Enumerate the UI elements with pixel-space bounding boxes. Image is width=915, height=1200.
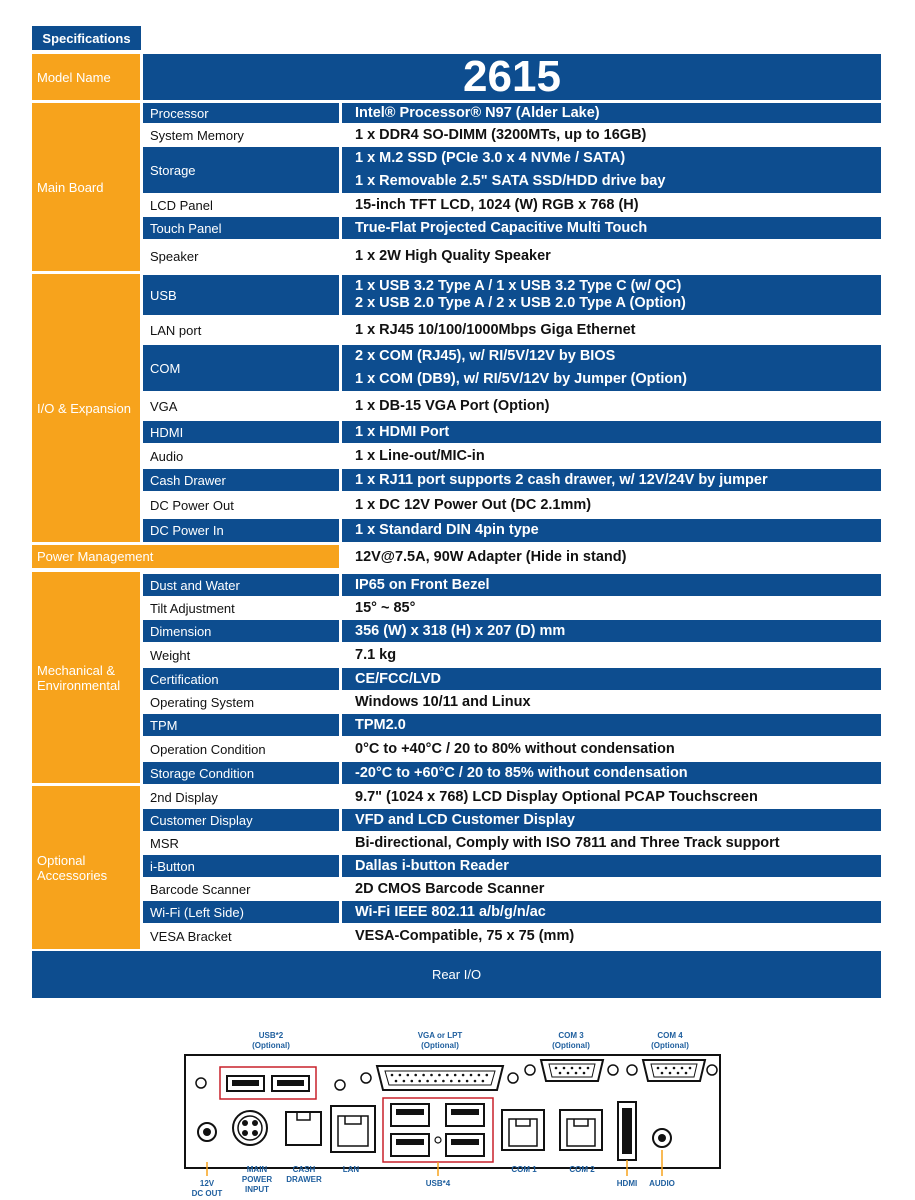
label-usb2: USB*2 (258, 1031, 284, 1040)
spec-row (143, 762, 881, 784)
spec-row (143, 901, 881, 923)
spec-value (342, 519, 881, 542)
connector-pin (575, 1072, 578, 1075)
spec-label: LCD Panel (143, 194, 339, 216)
spec-value-line: 2 x USB 2.0 Type A / 2 x USB 2.0 Type A (Option) (355, 295, 686, 311)
connector-pin (430, 1074, 433, 1077)
din-pin-1 (242, 1120, 248, 1126)
spec-value-line: Wi-Fi IEEE 802.11 a/b/g/n/ac (355, 903, 546, 920)
spec-label: TPM (143, 714, 339, 736)
spec-value (342, 668, 881, 690)
connector-pin (587, 1067, 590, 1070)
rear-io-diagram (0, 1000, 915, 1200)
spec-value-line: Windows 10/11 and Linux (355, 693, 531, 710)
spec-row (143, 620, 881, 642)
category-main-board: Main Board (32, 103, 140, 271)
category-optional-line2: Accessories (37, 867, 108, 883)
spec-value-line: -20°C to +60°C / 20 to 85% without condensation (355, 764, 688, 781)
spec-row (143, 275, 881, 315)
usb4-port-3-tongue (396, 1139, 424, 1145)
spec-row (143, 668, 881, 690)
connector-pin (661, 1072, 664, 1075)
spec-row (143, 421, 881, 443)
label-com3-sub: (Optional) (552, 1041, 590, 1050)
label-main-power-2: POWER (241, 1175, 273, 1184)
connector-pin (673, 1067, 676, 1070)
connector-pin (665, 1067, 668, 1070)
connector-pin (482, 1080, 485, 1083)
connector-pin (454, 1074, 457, 1077)
spec-value-line: VESA-Compatible, 75 x 75 (mm) (355, 927, 575, 944)
power-management-label: Power Management (32, 545, 339, 568)
connector-pin (418, 1080, 421, 1083)
spec-label: Certification (143, 668, 339, 690)
spec-value (342, 901, 881, 923)
spec-value-line: Dallas i-button Reader (355, 857, 509, 874)
spec-value-line: CE/FCC/LVD (355, 670, 441, 687)
spec-value-line: TPM2.0 (355, 716, 406, 733)
label-dc-out-2: DC OUT (191, 1189, 223, 1198)
spec-label: VESA Bracket (143, 924, 339, 948)
spec-value-line: 1 x RJ11 port supports 2 cash drawer, w/ 12V/24V by jumper (355, 471, 768, 488)
spec-value (342, 762, 881, 784)
label-lan: LAN (342, 1165, 360, 1174)
connector-pin (458, 1080, 461, 1083)
spec-row (143, 574, 881, 596)
spec-value-line: 1 x M.2 SSD (PCIe 3.0 x 4 NVMe / SATA) (355, 150, 626, 166)
spec-row (143, 691, 881, 713)
spec-row (143, 194, 881, 216)
spec-value-line: 1 x Standard DIN 4pin type (355, 522, 539, 538)
spec-value-line: IP65 on Front Bezel (355, 576, 490, 593)
spec-label: Storage (143, 147, 339, 193)
connector-pin (446, 1074, 449, 1077)
category-mechanical-line1: Mechanical & (37, 662, 116, 678)
hdmi-port-inner (622, 1108, 632, 1154)
spec-value (342, 421, 881, 443)
spec-label: DC Power Out (143, 492, 339, 518)
spec-row (143, 444, 881, 468)
dc-out-pin (203, 1128, 211, 1136)
spec-value-line: 1 x COM (DB9), w/ RI/5V/12V by Jumper (Option) (355, 371, 687, 387)
connector-pin (559, 1072, 562, 1075)
spec-row (143, 492, 881, 518)
spec-label: Weight (143, 643, 339, 667)
label-vga-sub: (Optional) (421, 1041, 459, 1050)
spec-label: USB (143, 275, 339, 315)
connector-pin (669, 1072, 672, 1075)
spec-label: Touch Panel (143, 217, 339, 239)
connector-pin (567, 1072, 570, 1075)
connector-pin (442, 1080, 445, 1083)
category-optional (32, 786, 140, 949)
din-pin-3 (242, 1130, 248, 1136)
spec-label: Processor (143, 103, 339, 123)
connector-pin (395, 1080, 398, 1083)
spec-row (143, 924, 881, 948)
spec-label: LAN port (143, 316, 339, 344)
connector-pin (685, 1072, 688, 1075)
connector-pin (414, 1074, 417, 1077)
spec-row (143, 392, 881, 420)
spec-label: Barcode Scanner (143, 878, 339, 900)
spec-row (143, 714, 881, 736)
label-usb4: USB*4 (425, 1179, 451, 1188)
usb4-port-4-tongue (451, 1139, 479, 1145)
spec-value (342, 832, 881, 854)
connector-pin (426, 1080, 429, 1083)
spec-value (342, 124, 881, 146)
spec-label: Cash Drawer (143, 469, 339, 491)
connector-pin (411, 1080, 414, 1083)
spec-label: Operating System (143, 691, 339, 713)
spec-label: 2nd Display (143, 786, 339, 808)
spec-label: Wi-Fi (Left Side) (143, 901, 339, 923)
spec-value-line: 15-inch TFT LCD, 1024 (W) RGB x 768 (H) (355, 196, 639, 213)
spec-value (342, 492, 881, 518)
spec-value (342, 469, 881, 491)
spec-row (143, 469, 881, 491)
spec-value-line: Intel® Processor® N97 (Alder Lake) (355, 104, 600, 121)
connector-pin (563, 1067, 566, 1070)
spec-row (143, 240, 881, 272)
spec-label: System Memory (143, 124, 339, 146)
spec-value (342, 316, 881, 344)
spec-value (342, 620, 881, 642)
spec-value (342, 103, 881, 123)
label-main-power-3: INPUT (245, 1185, 269, 1194)
label-vga: VGA or LPT (417, 1031, 463, 1040)
rear-io-title: Rear I/O (32, 951, 881, 998)
spec-label: Operation Condition (143, 737, 339, 761)
spec-label: Speaker (143, 240, 339, 272)
spec-value-line: 1 x RJ45 10/100/1000Mbps Giga Ethernet (355, 321, 636, 338)
spec-value-line: True-Flat Projected Capacitive Multi Touch (355, 219, 648, 236)
audio-jack-hole (658, 1134, 666, 1142)
spec-label: Dimension (143, 620, 339, 642)
spec-row (143, 124, 881, 146)
spec-label: COM (143, 345, 339, 391)
connector-pin (474, 1080, 477, 1083)
label-cash-2: DRAWER (286, 1175, 322, 1184)
spec-value (342, 345, 881, 391)
spec-value-line: 0°C to +40°C / 20 to 80% without condensation (355, 740, 675, 757)
category-mechanical-line2: Environmental (37, 677, 121, 693)
usb-port-2-tongue (277, 1080, 304, 1086)
connector-pin (689, 1067, 692, 1070)
power-management-value: 12V@7.5A, 90W Adapter (Hide in stand) (355, 548, 627, 565)
connector-pin (657, 1067, 660, 1070)
label-dc-out-1: 12V (199, 1179, 215, 1188)
spec-row (143, 786, 881, 808)
model-name-label: Model Name (32, 54, 140, 100)
connector-pin (583, 1072, 586, 1075)
spec-row (143, 878, 881, 900)
usb4-port-1-tongue (396, 1109, 424, 1115)
label-main-power-1: MAIN (246, 1165, 268, 1174)
spec-value-line: 2 x COM (RJ45), w/ RI/5V/12V by BIOS (355, 348, 616, 364)
connector-pin (438, 1074, 441, 1077)
connector-pin (434, 1080, 437, 1083)
spec-row (143, 809, 881, 831)
spec-row (143, 855, 881, 877)
category-mechanical (32, 572, 140, 783)
connector-pin (555, 1067, 558, 1070)
spec-value (342, 924, 881, 948)
spec-value-line: 1 x Removable 2.5" SATA SSD/HDD drive bay (355, 173, 666, 189)
spec-row (143, 643, 881, 667)
spec-value-line: 2D CMOS Barcode Scanner (355, 880, 545, 897)
category-optional-line1: Optional (37, 852, 86, 868)
spec-value (342, 217, 881, 239)
spec-value-line: VFD and LCD Customer Display (355, 811, 575, 828)
spec-label: Audio (143, 444, 339, 468)
spec-value (342, 691, 881, 713)
spec-value (342, 786, 881, 808)
spec-value (342, 643, 881, 667)
label-com4-sub: (Optional) (651, 1041, 689, 1050)
spec-value-line: Bi-directional, Comply with ISO 7811 and Three Track support (355, 834, 780, 851)
label-usb2-sub: (Optional) (252, 1041, 290, 1050)
spec-row (143, 597, 881, 619)
spec-label: DC Power In (143, 519, 339, 542)
spec-row (143, 832, 881, 854)
connector-pin (486, 1074, 489, 1077)
spec-value (342, 809, 881, 831)
label-hdmi: HDMI (616, 1179, 638, 1188)
label-com1: COM 1 (511, 1165, 537, 1174)
spec-value-line: 1 x DB-15 VGA Port (Option) (355, 397, 550, 414)
din-pin-2 (252, 1120, 258, 1126)
spec-label: HDMI (143, 421, 339, 443)
spec-value (342, 878, 881, 900)
connector-pin (466, 1080, 469, 1083)
spec-value (342, 714, 881, 736)
din-pin-4 (252, 1130, 258, 1136)
connector-pin (571, 1067, 574, 1070)
connector-pin (579, 1067, 582, 1070)
usb4-port-2-tongue (451, 1109, 479, 1115)
spec-row (143, 519, 881, 542)
spec-value (342, 597, 881, 619)
spec-value-line: 1 x HDMI Port (355, 423, 450, 440)
spec-row (143, 147, 881, 193)
connector-pin (470, 1074, 473, 1077)
spec-value-line: 356 (W) x 318 (H) x 207 (D) mm (355, 622, 566, 639)
category-io-expansion: I/O & Expansion (32, 274, 140, 542)
spec-value (342, 147, 881, 193)
spec-value-line: 1 x 2W High Quality Speaker (355, 247, 551, 264)
spec-value-line: 15° ~ 85° (355, 599, 416, 616)
connector-pin (403, 1080, 406, 1083)
spec-value-line: 1 x Line-out/MIC-in (355, 447, 485, 464)
label-audio: AUDIO (649, 1179, 675, 1188)
spec-value-line: 1 x DC 12V Power Out (DC 2.1mm) (355, 496, 592, 513)
spec-value-line: 7.1 kg (355, 646, 397, 663)
spec-value (342, 737, 881, 761)
spec-label: MSR (143, 832, 339, 854)
connector-pin (478, 1074, 481, 1077)
spec-value (342, 240, 881, 272)
connector-pin (462, 1074, 465, 1077)
connector-pin (399, 1074, 402, 1077)
spec-value (342, 574, 881, 596)
spec-row (143, 345, 881, 391)
connector-pin (407, 1074, 410, 1077)
label-com2: COM 2 (569, 1165, 595, 1174)
spec-value (342, 392, 881, 420)
label-com3: COM 3 (558, 1031, 584, 1040)
spec-label: Customer Display (143, 809, 339, 831)
usb-port-1-tongue (232, 1080, 259, 1086)
model-name-value: 2615 (143, 54, 881, 100)
spec-label: Storage Condition (143, 762, 339, 784)
spec-label: Tilt Adjustment (143, 597, 339, 619)
label-com4: COM 4 (657, 1031, 683, 1040)
specifications-tab: Specifications (32, 26, 141, 50)
spec-value (342, 444, 881, 468)
connector-pin (450, 1080, 453, 1083)
spec-value (342, 275, 881, 315)
spec-value-line: 1 x USB 3.2 Type A / 1 x USB 3.2 Type C (w/ QC) (355, 278, 682, 294)
spec-value (342, 855, 881, 877)
connector-pin (681, 1067, 684, 1070)
spec-value-line: 9.7" (1024 x 768) LCD Display Optional PCAP Touchscreen (355, 788, 758, 805)
connector-pin (422, 1074, 425, 1077)
spec-value-line: 1 x DDR4 SO-DIMM (3200MTs, up to 16GB) (355, 126, 647, 143)
spec-label: i-Button (143, 855, 339, 877)
spec-label: VGA (143, 392, 339, 420)
connector-pin (677, 1072, 680, 1075)
spec-row (143, 217, 881, 239)
spec-value (342, 194, 881, 216)
spec-label: Dust and Water (143, 574, 339, 596)
spec-row (143, 316, 881, 344)
spec-row (143, 737, 881, 761)
spec-row (143, 103, 881, 123)
connector-pin (391, 1074, 394, 1077)
label-cash-1: CASH (292, 1165, 316, 1174)
